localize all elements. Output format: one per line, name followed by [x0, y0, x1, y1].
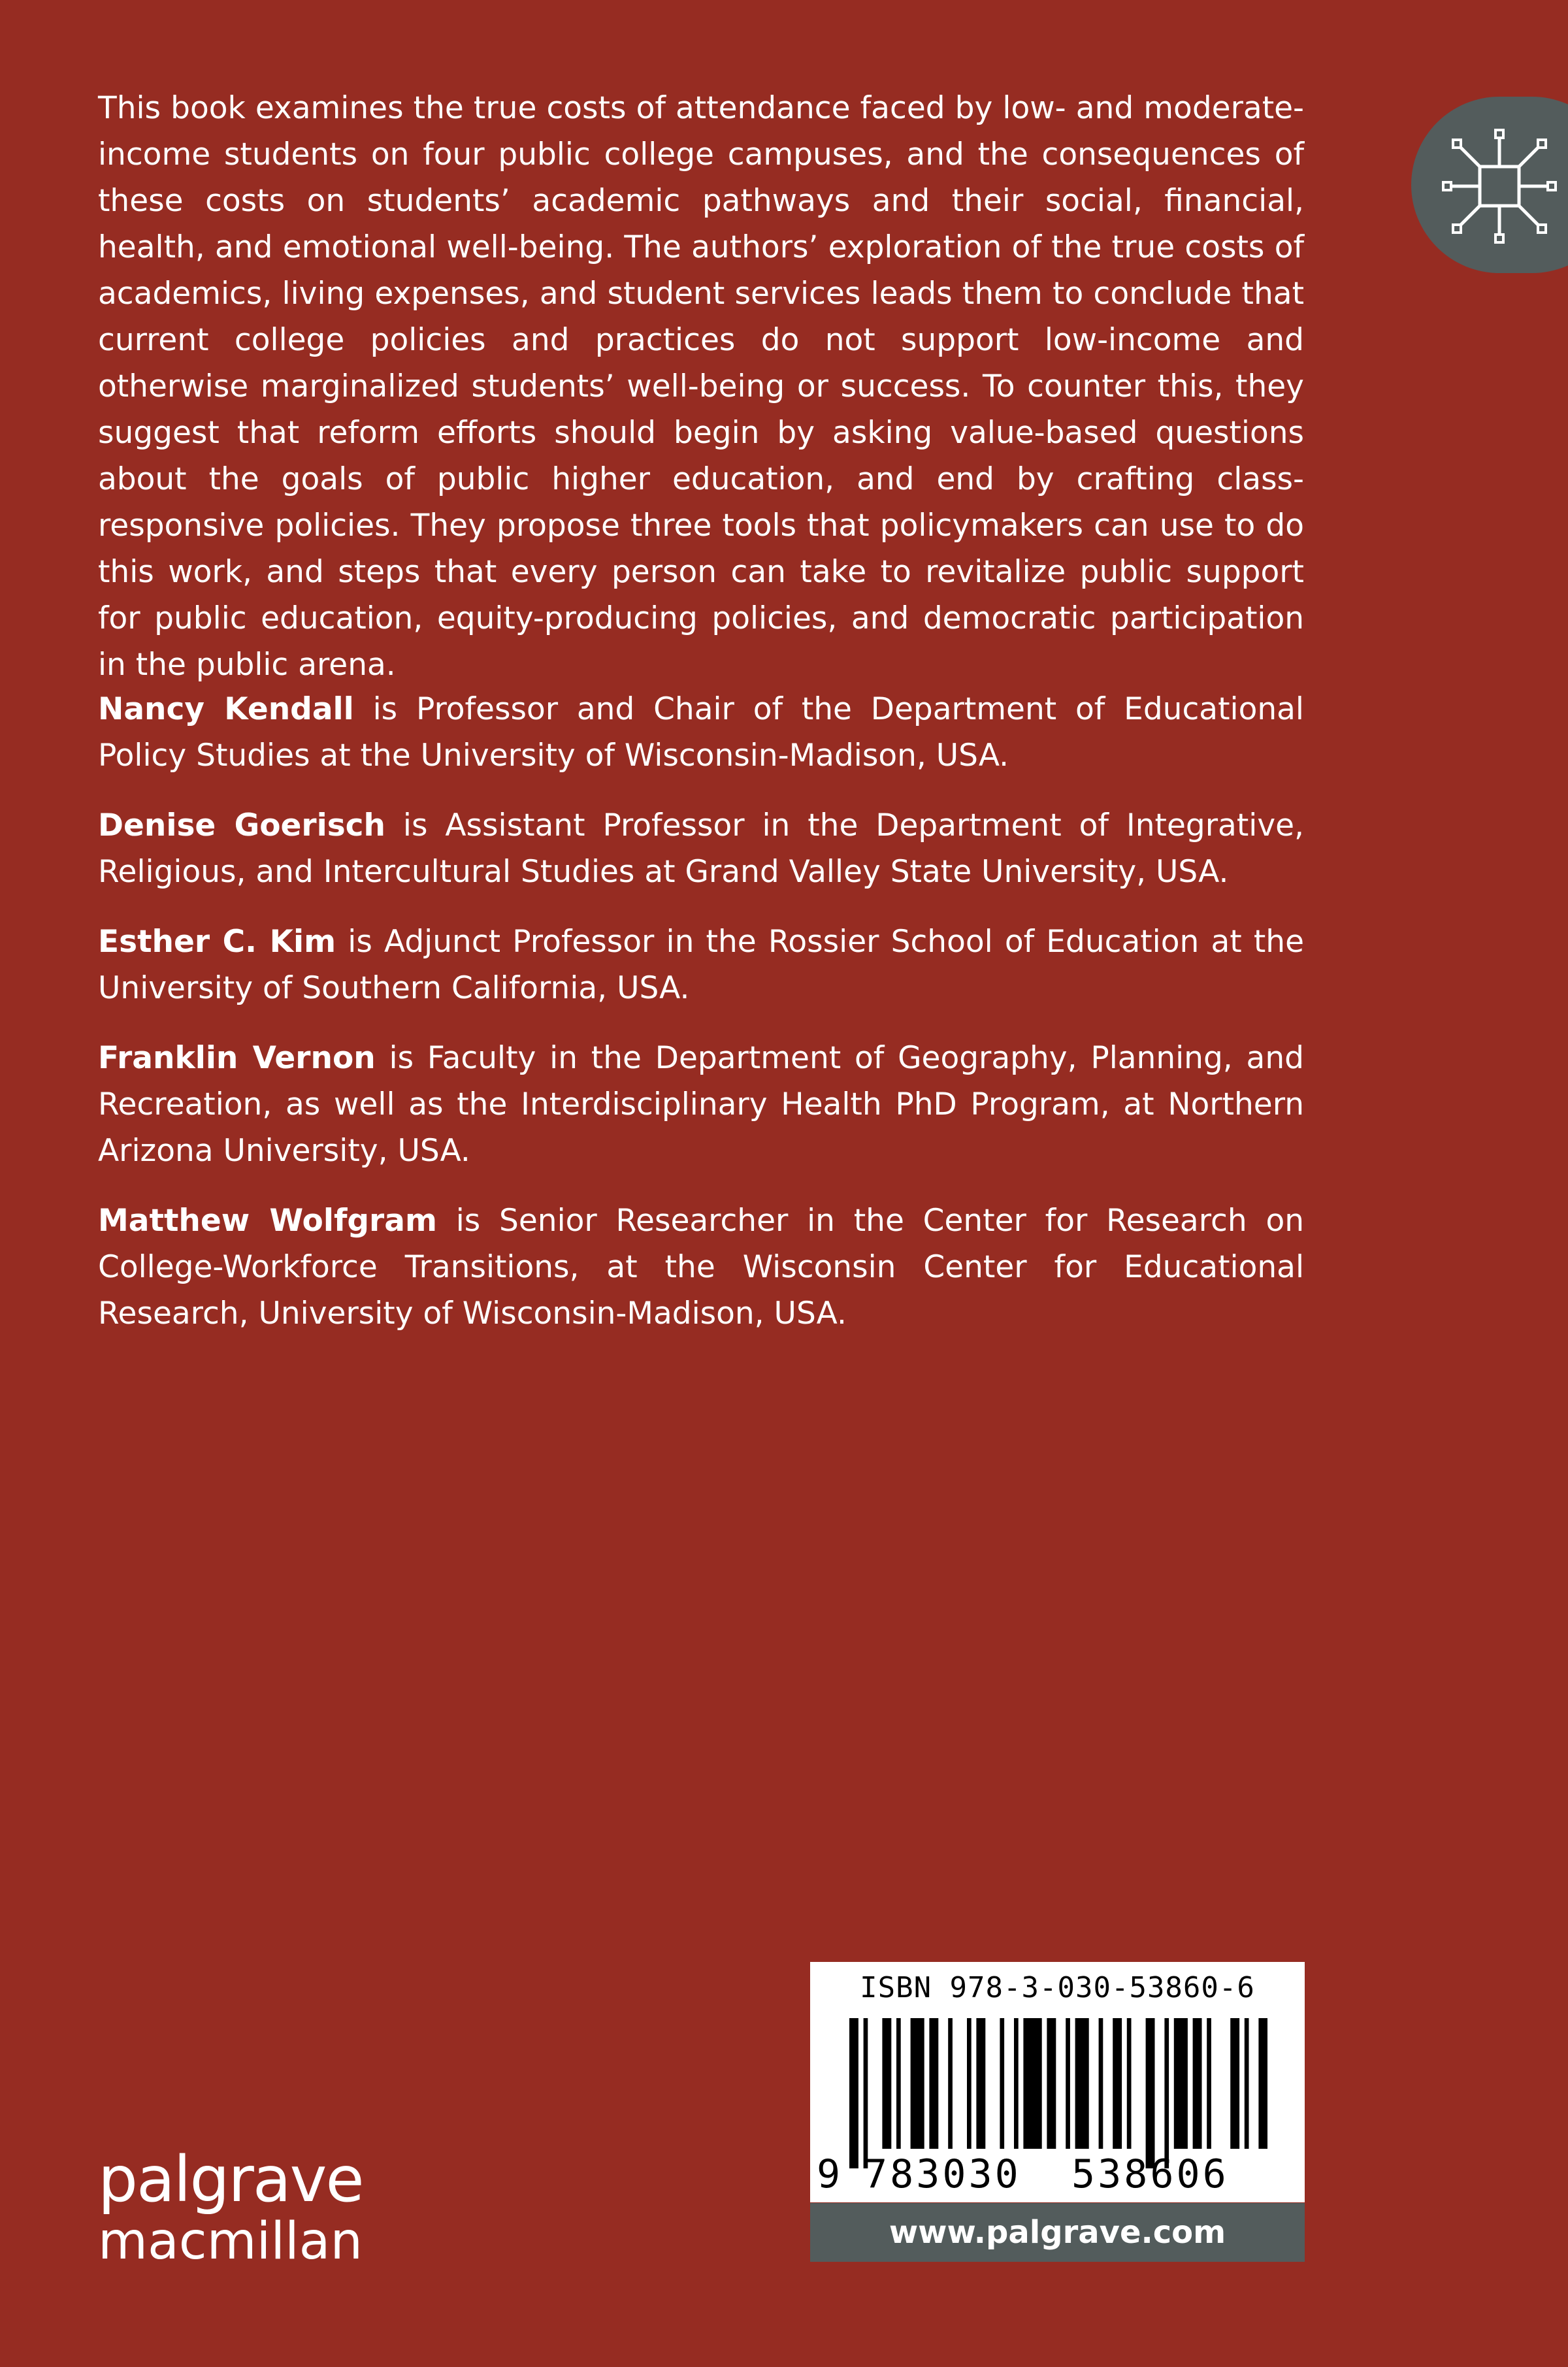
barcode-bar [849, 2018, 858, 2168]
publisher-website: www.palgrave.com [810, 2203, 1305, 2262]
barcode-bar [976, 2018, 985, 2149]
publisher-logo [98, 2143, 363, 2271]
barcode-bars [849, 2018, 1267, 2168]
barcode-bar [864, 2018, 868, 2168]
barcode-bar [1066, 2018, 1070, 2149]
author-name: Nancy Kendall [98, 691, 354, 727]
barcode-digit-first: 9 [817, 2151, 841, 2197]
author-bio [98, 1198, 1304, 1337]
author-bio [98, 802, 1304, 895]
barcode-bar [1099, 2018, 1103, 2149]
barcode-digits-left: 783030 [864, 2151, 1021, 2197]
palgrave-network-logo-icon [1437, 124, 1561, 248]
author-description: is Adjunct Professor in the Rossier School of Education at the University of Southern California, USA. [98, 924, 1305, 1006]
barcode-bar [1258, 2018, 1267, 2149]
author-description: is Faculty in the Department of Geography, Planning, and Recreation, as well as the Interdisciplinary Health PhD Program, at Northern Arizona University, USA. [98, 1040, 1304, 1169]
barcode-bar [1075, 2018, 1089, 2149]
barcode-bar [1113, 2018, 1122, 2149]
barcode-bar [1174, 2018, 1188, 2149]
barcode-bar [948, 2018, 953, 2149]
barcode-bar [1146, 2018, 1155, 2168]
barcode-bar [1193, 2018, 1202, 2149]
isbn-label: ISBN 978-3-030-53860-6 [860, 1971, 1255, 2004]
author-bio [98, 686, 1304, 779]
barcode-digits-right: 538606 [1071, 2151, 1229, 2197]
barcode-bar [1207, 2018, 1211, 2149]
publisher-subname: macmillan [98, 2212, 363, 2271]
isbn-barcode [810, 1962, 1305, 2202]
barcode-bar [1014, 2018, 1019, 2149]
barcode-bar [882, 2018, 891, 2149]
barcode-bar [1000, 2018, 1004, 2149]
author-name: Franklin Vernon [98, 1040, 376, 1076]
author-name: Matthew Wolfgram [98, 1203, 437, 1239]
author-description: is Senior Researcher in the Center for Research on College-Workforce Transitions, at the Wisconsin Center for Educational Research, University of Wisconsin-Madison, USA. [98, 1203, 1304, 1331]
publisher-name: palgrave [98, 2143, 363, 2216]
barcode-bar [1230, 2018, 1239, 2149]
author-bio [98, 1035, 1304, 1174]
author-name: Denise Goerisch [98, 808, 385, 843]
barcode-bar [1023, 2018, 1041, 2149]
author-bio [98, 919, 1304, 1011]
barcode-bar [1047, 2018, 1056, 2149]
barcode-bar [967, 2018, 972, 2149]
author-description: is Professor and Chair of the Department of Educational Policy Studies at the University of Wisconsin-Madison, USA. [98, 691, 1304, 774]
author-description: is Assistant Professor in the Department of Integrative, Religious, and Intercultural Studies at Grand Valley State University, USA. [98, 808, 1304, 890]
barcode-bar [911, 2018, 924, 2149]
author-name: Esther C. Kim [98, 924, 336, 960]
barcode-bar [1127, 2018, 1132, 2149]
barcode-bar [1245, 2018, 1249, 2149]
book-blurb: This book examines the true costs of attendance faced by low- and moderate-income students on four public college campuses, and the consequences of these costs on students’ academic pathways and their social, financial, health, and emotional well-being. The authors’ exploration of the true costs of academics, living expenses, and student services leads them to conclude that current college policies and practices do not support low-income and otherwise marginalized students’ well-being or success. To counter this, they suggest that reform efforts should begin by asking value-based questions about the goals of public higher education, and end by crafting class-responsive policies. They propose three tools that policymakers can use to do this work, and steps that every person can take to revitalize public support for public education, equity-producing policies, and democratic participation in the public arena. [98, 90, 1304, 683]
barcode-bar [1164, 2018, 1169, 2168]
barcode-bar [929, 2018, 938, 2149]
publisher-logo-badge [1411, 97, 1568, 273]
author-bios [98, 686, 1304, 1360]
barcode-bar [896, 2018, 901, 2149]
